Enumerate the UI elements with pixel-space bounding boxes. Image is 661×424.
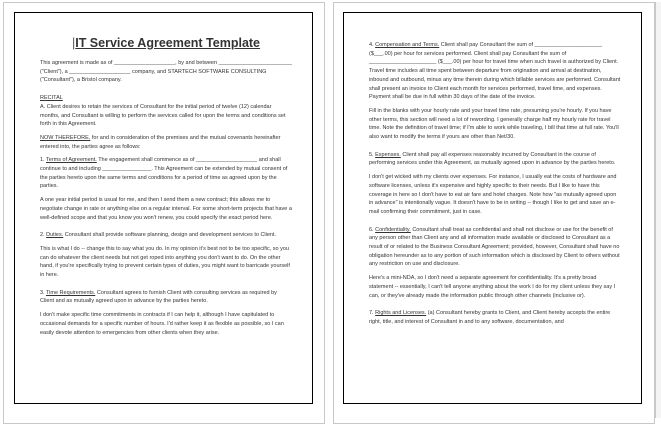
document-title: |IT Service Agreement Template xyxy=(71,36,261,50)
body-paragraph xyxy=(40,103,292,129)
scrollbar[interactable] xyxy=(655,2,661,418)
section-number: 6. xyxy=(369,226,376,233)
paragraph-text: I don't make specific time commitments in contracts if I can help it, although I have capitulated to occasional demands for a specific number of hours. I'd rather keep it as flexible as possible, so I can easily devote attention to emergencies from other clients when they arise. xyxy=(40,312,284,336)
section-heading: Duties. xyxy=(46,232,64,239)
section-paragraph xyxy=(40,289,292,306)
section-number: 7. xyxy=(369,310,376,317)
paragraph-text: This agreement is made as of ____________________, by and between ________________________ ("Client"), a ____________________ company, and STARTECH SOFTWARE CONSULTING ("Consultant"), a Bristol company. xyxy=(40,60,292,84)
section-number: 1. xyxy=(40,157,47,164)
body-paragraph xyxy=(40,59,292,85)
paragraph-text: The engagement shall commence as of ____________________ and shall continue to and including ________________. This Agreement can be extended by mutual consent of the parties hereto upon the same terms and conditions for a period of time as agreed upon by the parties. xyxy=(40,157,288,190)
paragraph-text: (a) Consultant hereby grants to Client, and Client hereby accepts the entire right, title, and interest of Consultant in and to any software, documentation, and xyxy=(369,310,611,325)
paragraph-text: A one year initial period is usual for me, and then I send them a new contract; this allows me to negotiate change in rate or anything else on a regular interval. For some short-term projects that have a well-defined scope and that you know you won't renew, you could specify the exact period here. xyxy=(40,197,292,221)
paragraph-text: Consultant shall provide software planning, design and development services to Client. xyxy=(63,232,277,239)
section-number: 3. xyxy=(40,289,47,296)
section-paragraph xyxy=(369,226,621,270)
section-heading: RECITAL xyxy=(40,95,63,102)
body-paragraph xyxy=(369,274,621,300)
body-paragraph xyxy=(369,107,621,142)
paragraph-text: A. Client desires to retain the services of Consultant for the initial period of twelve (12) calendar months, and Consultant is willing to perform the services called for upon the terms and conditions set forth in this Agreement. xyxy=(40,103,286,128)
section-paragraph xyxy=(40,156,292,191)
section-number: 5. xyxy=(369,151,376,158)
paragraph-text: Consultant agrees to furnish Client with consulting services as required by Client and as mutually agreed upon in advance by the parties hereto. xyxy=(40,289,277,305)
section-heading: Expenses. xyxy=(375,151,401,158)
paragraph-text: I don't get wicked with my clients over expenses. For instance, I usually eat the costs of hardware and software licenses, unless it's expensive and highly specific to their needs. But I like to have this coverage in here so I don't have to eat air fare and hotel charges. Note how "as mutually agreed upon in advance" is intentionally vague. It doesn't have to be in writing -- though I like to get and save an e-mail confirming their commitment, just in case. xyxy=(369,174,617,215)
paragraph-text: This is what I do -- change this to say what you do. In my opinion it's best not to be too specific, so you can do whatever the client needs but not get roped into anything you don't want to do. On the other hand, if you're specifically trying to prevent certain types of duties, you might want to barricade yourself in here. xyxy=(40,245,290,279)
section-heading: Compensation and Terms. xyxy=(375,42,440,48)
section-heading: Rights and Licenses. xyxy=(375,310,427,317)
text-cursor: | xyxy=(71,36,76,50)
section-heading: NOW THEREFORE, xyxy=(40,134,91,141)
section-number: 4. xyxy=(369,42,376,48)
section-paragraph xyxy=(40,134,292,151)
paragraph-text: Consultant shall treat as confidential and shall not disclose or use for the benefit of any person other than Client any and all information made available or disclosed to Consultant as a result of or related to the Business Consultant Agreement; provided, however, Consultant shall have no obligation hereunder as to any portion of such information which is disclosed by Client to others without any restriction on use and disclosure. xyxy=(369,226,620,268)
paragraph-text: Client shall pay all expenses reasonably incurred by Consultant in the course of performing services under this Agreement, as mutually agreed upon in advance by the parties hereto. xyxy=(369,151,616,167)
page-2-content xyxy=(369,41,621,332)
paragraph-text: Here's a mini-NDA, so I don't need a separate agreement for confidentiality. It's a pretty broad statement -- essentially, I can't tell anyone anything about the work I do for my client unless they say I can, or they've already made the information public through other channels (inclusive or). xyxy=(369,275,616,299)
section-paragraph xyxy=(40,231,292,240)
section-number: 2. xyxy=(40,232,47,239)
paragraph-text: Fill in the blanks with your hourly rate and your travel time rate, presuming you're hourly. If you have other terms, this section will need a lot of rewording. I generally charge half my hourly rate for travel time. Note the definition of travel time; if I'm able to work while traveling, I bill that time at full rate. You'll also want to modify the terms if yours are other than Net/30. xyxy=(369,107,619,141)
body-paragraph xyxy=(40,196,292,222)
body-paragraph xyxy=(369,173,621,217)
section-heading: Terms of Agreement. xyxy=(46,157,97,164)
page-1-content xyxy=(40,36,292,342)
body-paragraph xyxy=(40,245,292,280)
section-paragraph xyxy=(40,94,292,103)
section-heading: Confidentiality. xyxy=(375,226,411,233)
section-paragraph xyxy=(369,41,621,102)
body-paragraph xyxy=(40,311,292,337)
paragraph-text: Client shall pay Consultant the sum of ______________________ ($___.00) per hour for services performed. Client shall pay Consultant the sum of ______________________ ($___.00) per hour for travel time when such travel is authorized by Client. Travel time includes all time spent between departure from origination and arrival at destination, inbound and outbound, minus any time therein during which billable services are performed. Consultant shall present an invoice to Client each month for services performed, travel time, and expenses. Payment shall be due in full within 30 days of the date of the invoice. xyxy=(369,42,621,101)
paragraph-text: for and in consideration of the premises and the mutual covenants hereinafter entered into, the parties agree as follows: xyxy=(40,134,281,150)
section-paragraph xyxy=(369,309,621,326)
section-heading: Time Requirements. xyxy=(46,289,96,296)
section-paragraph xyxy=(369,151,621,168)
